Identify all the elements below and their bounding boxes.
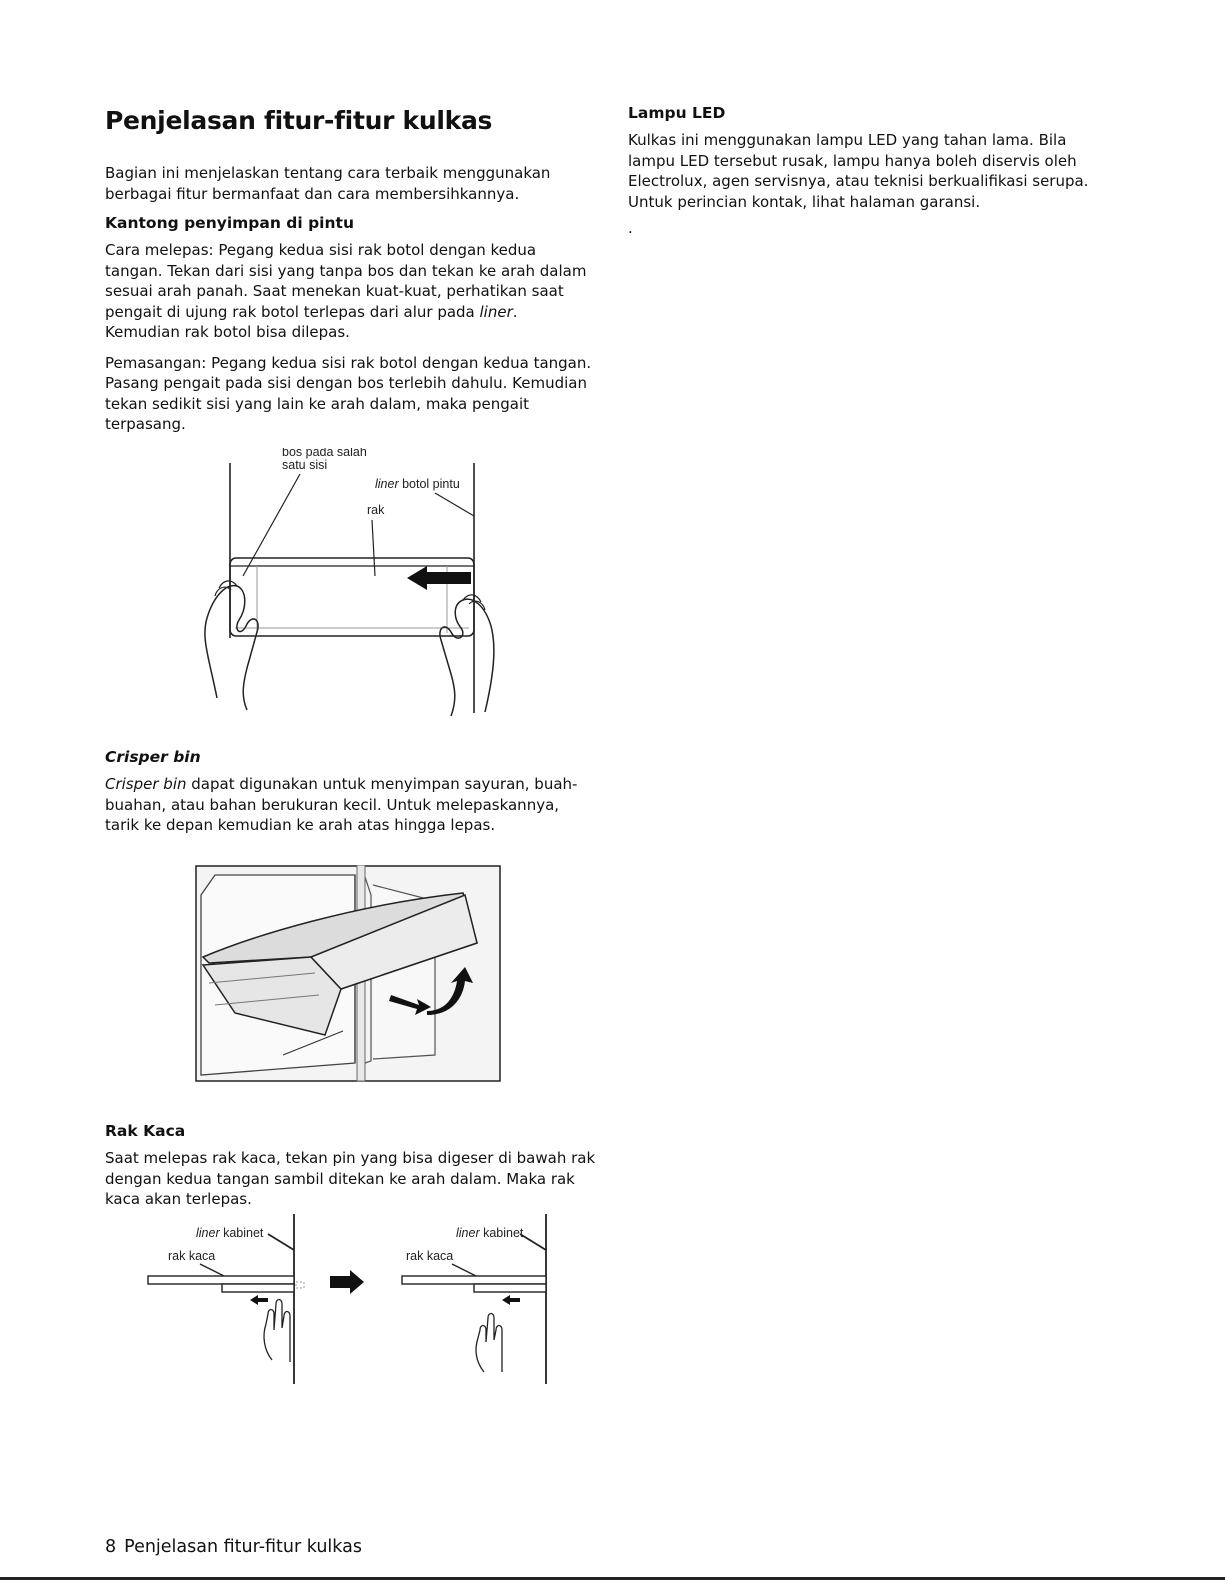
shelf-label: rak bbox=[367, 503, 385, 517]
glass-shelf-figure bbox=[140, 1212, 560, 1387]
crisper-heading: Crisper bin bbox=[105, 748, 201, 766]
removal-tail: . Kemudian rak botol bisa dilepas. bbox=[105, 302, 518, 341]
boss-label-line1: bos pada salah bbox=[282, 448, 367, 459]
crisper-figure bbox=[195, 865, 501, 1082]
footer-section-title: Penjelasan fitur-fitur kulkas bbox=[124, 1537, 362, 1557]
liner-label: liner botol pintu bbox=[375, 477, 460, 491]
glass-shelf-heading: Rak Kaca bbox=[105, 1122, 186, 1140]
door-shelf-illustration bbox=[195, 448, 505, 718]
glass-shelf-illustration bbox=[140, 1212, 560, 1387]
page-number: 8 bbox=[105, 1537, 117, 1557]
led-trailing-dot: . bbox=[628, 219, 633, 237]
door-pocket-removal bbox=[105, 240, 597, 343]
crisper-illustration bbox=[195, 865, 501, 1082]
glass-label-left: rak kaca bbox=[168, 1249, 216, 1263]
crisper-text: dapat digunakan untuk menyimpan sayuran, buah-buahan, atau bahan berukuran kecil. Untuk melepaskannya, tarik ke depan kemudian ke arah atas hingga lepas. bbox=[105, 775, 578, 834]
crisper-term: Crisper bin bbox=[105, 775, 187, 793]
led-heading: Lampu LED bbox=[628, 104, 726, 122]
glass-label-right: rak kaca bbox=[406, 1249, 454, 1263]
page-title: Penjelasan fitur-fitur kulkas bbox=[105, 106, 493, 135]
liner-cabinet-label-right: liner kabinet bbox=[456, 1226, 524, 1240]
crisper-paragraph bbox=[105, 774, 597, 836]
crisper-section bbox=[105, 748, 597, 846]
led-paragraph: Kulkas ini menggunakan lampu LED yang tahan lama. Bila lampu LED tersebut rusak, lampu hanya boleh diservis oleh Electrolux, agen servisnya, atau teknisi berkualifikasi serupa. Untuk perincian kontak, lihat halaman garansi. bbox=[628, 131, 1089, 211]
glass-shelf-section bbox=[105, 1122, 597, 1220]
page-footer bbox=[105, 1537, 362, 1557]
liner-cabinet-label-left: liner kabinet bbox=[196, 1226, 264, 1240]
door-shelf-figure bbox=[195, 448, 505, 718]
door-pocket-heading: Kantong penyimpan di pintu bbox=[105, 214, 354, 232]
liner-term: liner bbox=[479, 302, 513, 321]
door-pocket-install: Pemasangan: Pegang kedua sisi rak botol dengan kedua tangan. Pasang pengait pada sisi dengan bos terlebih dahulu. Kemudian tekan sedikit sisi yang lain ke arah dalam, maka pengait terpasang. bbox=[105, 353, 592, 433]
intro-paragraph: Bagian ini menjelaskan tentang cara terbaik menggunakan berbagai fitur bermanfaat dan cara membersihkannya. bbox=[105, 164, 551, 203]
removal-text: Cara melepas: Pegang kedua sisi rak botol dengan kedua tangan. Tekan dari sisi yang tanpa bos dan tekan ke arah dalam sesuai arah panah. Saat menekan kuat-kuat, perhatikan saat pengait di ujung rak botol terlepas dari alur pada bbox=[105, 241, 587, 321]
bottom-rule bbox=[0, 1577, 1225, 1580]
right-column bbox=[628, 104, 1108, 249]
left-column bbox=[105, 100, 597, 445]
glass-shelf-paragraph: Saat melepas rak kaca, tekan pin yang bisa digeser di bawah rak dengan kedua tangan sambil ditekan ke arah dalam. Maka rak kaca akan terlepas. bbox=[105, 1149, 596, 1208]
boss-label-line2: satu sisi bbox=[282, 458, 328, 472]
